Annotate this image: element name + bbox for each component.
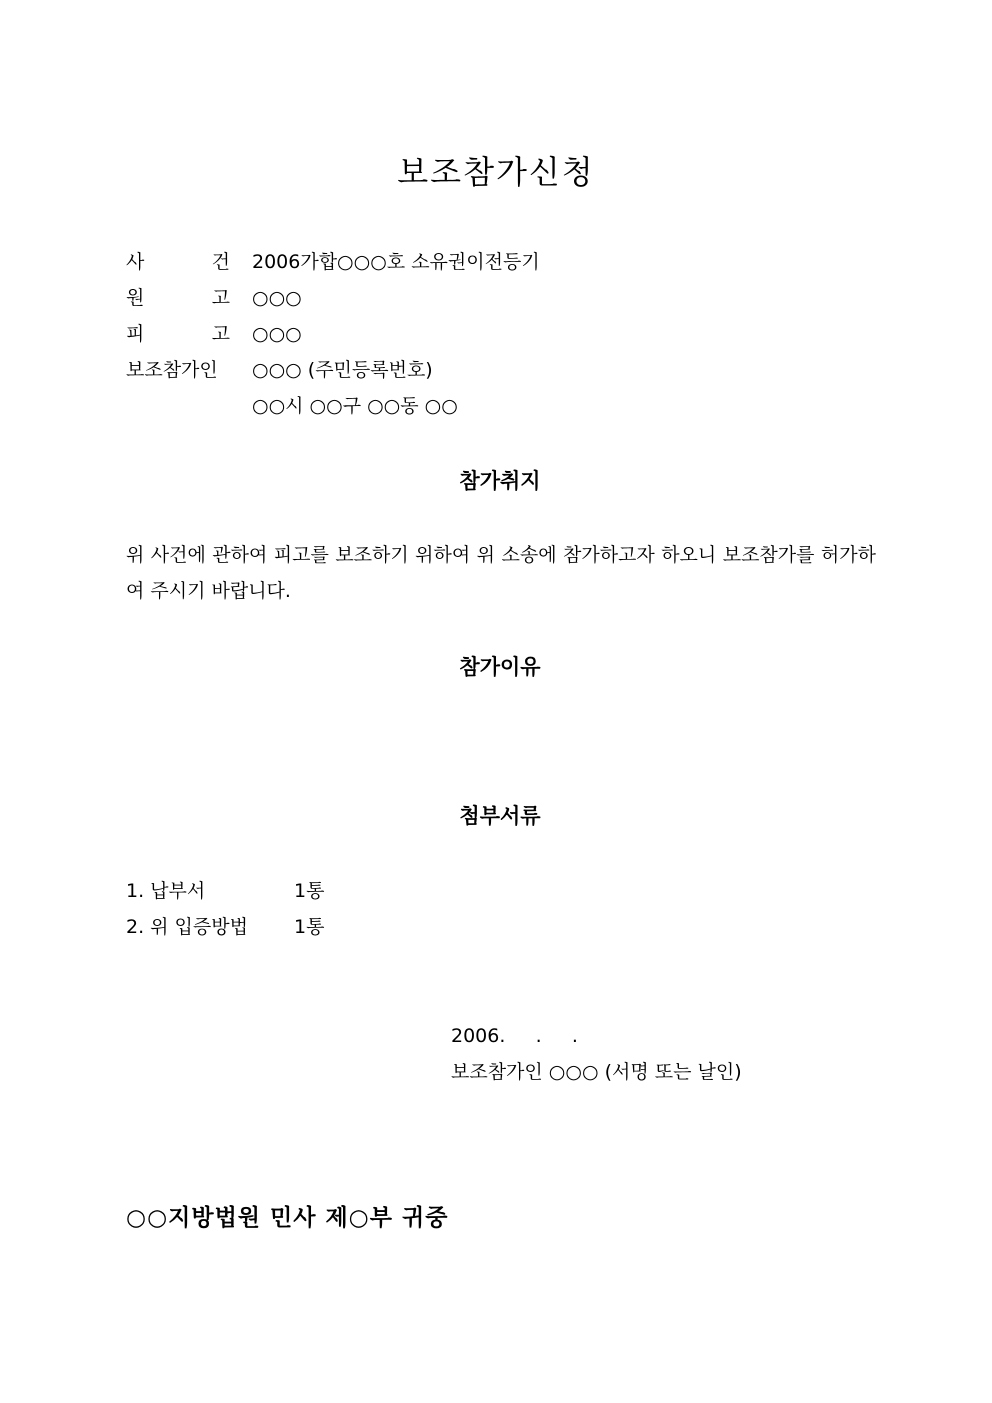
attachment-count: 1통 <box>294 880 325 902</box>
signature-line: 보조참가인 ○○○ (서명 또는 날인) <box>451 1061 742 1083</box>
attachment-count: 1통 <box>294 916 325 938</box>
addressee: ○○지방법원 민사 제○부 귀중 <box>126 1205 449 1231</box>
document-title: 보조참가신청 <box>397 153 595 191</box>
filing-date: 2006. . . <box>451 1025 578 1047</box>
reason-heading: 참가이유 <box>459 655 541 679</box>
intervenor-address-value: ○○시 ○○구 ○○동 ○○ <box>252 395 458 417</box>
attachment-name: 2. 위 입증방법 <box>126 916 248 938</box>
attachment-item <box>126 912 325 942</box>
purpose-text: 위 사건에 관하여 피고를 보조하기 위하여 위 소송에 참가하고자 하오니 보조참가를 허가하여 주시기 바랍니다. <box>126 544 876 602</box>
intervenor-value: ○○○ (주민등록번호) <box>252 359 433 381</box>
attachment-item <box>126 876 325 906</box>
defendant-value: ○○○ <box>252 323 302 345</box>
attachments-heading: 첨부서류 <box>459 804 541 828</box>
attachment-name: 1. 납부서 <box>126 880 206 902</box>
plaintiff-value: ○○○ <box>252 287 302 309</box>
purpose-heading: 참가취지 <box>459 469 541 493</box>
defendant-label: 피 고 <box>126 323 230 345</box>
intervenor-label: 보조참가인 <box>126 359 218 381</box>
case-value: 2006가합○○○호 소유권이전등기 <box>252 251 540 273</box>
case-label: 사 건 <box>126 251 230 273</box>
plaintiff-label: 원 고 <box>126 287 230 309</box>
